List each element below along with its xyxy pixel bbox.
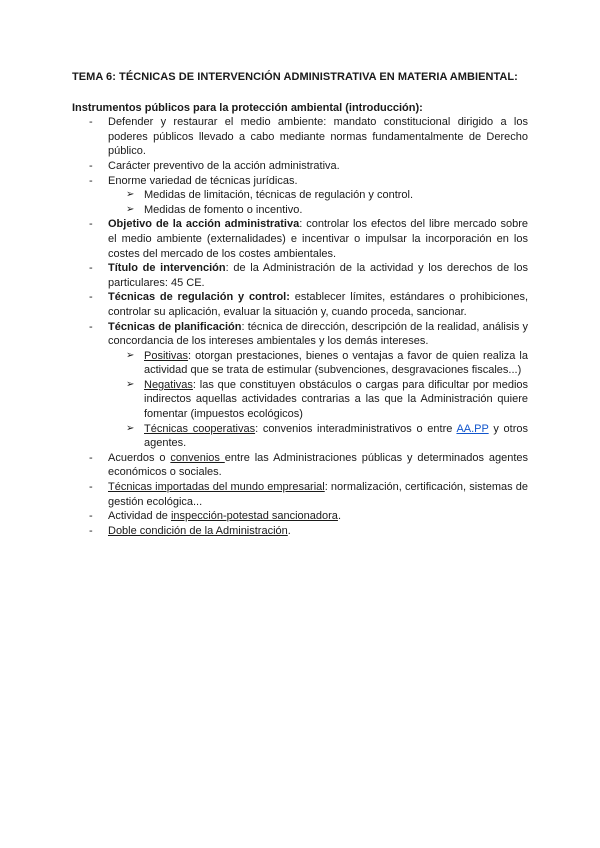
item-term: Técnicas de regulación y control: — [108, 291, 290, 304]
list-item — [72, 290, 528, 319]
list-item — [72, 174, 528, 218]
list-item — [72, 159, 528, 174]
list-item — [72, 261, 528, 290]
sub-list-item — [108, 378, 528, 422]
document-title: TEMA 6: TÉCNICAS DE INTERVENCIÓN ADMINISTRATIVA EN MATERIA AMBIENTAL: — [72, 71, 518, 83]
item-term: convenios — [170, 451, 225, 464]
list-item — [72, 320, 528, 451]
list-item — [72, 217, 528, 261]
item-text: Enorme variedad de técnicas jurídicas. — [108, 174, 298, 187]
sub-list-item — [108, 349, 528, 378]
list-item — [72, 451, 528, 480]
item-text: : controlar los efectos del libre mercado sobre el medio ambiente (externalidades) e incentivar o impulsar la incorporación en los costes del mercado de los costes ambientales. — [108, 218, 529, 260]
item-text: : otorgan prestaciones, bienes o ventajas a favor de quien realiza la actividad que se trata de estimular (subvenciones, desgravaciones fiscales...) — [144, 349, 528, 377]
item-term: Objetivo de la acción administrativa — [108, 218, 300, 231]
item-text: y otros agentes. — [144, 422, 528, 450]
item-text: Defender y restaurar el medio ambiente: mandato constitucional dirigido a los poderes públicos llevado a cabo mediante normas fundamentalmente de Derecho público. — [108, 116, 528, 158]
aapp-link[interactable]: AA.PP — [456, 422, 489, 435]
item-text: Carácter preventivo de la acción administrativa. — [108, 159, 340, 172]
item-text: establecer límites, estándares o prohibiciones, controlar su aplicación, evaluar la situación y, cuando proceda, sancionar. — [108, 291, 528, 318]
item-text: Medidas de limitación, técnicas de regulación y control. — [144, 189, 414, 202]
item-text: Acuerdos o — [108, 451, 171, 464]
item-term: Técnicas importadas del mundo empresarial — [108, 481, 325, 494]
sub-list — [108, 349, 528, 451]
item-term: Negativas — [144, 378, 193, 391]
document-page — [72, 70, 528, 538]
item-term: Doble condición de la Administración — [108, 524, 288, 537]
list-item — [72, 509, 528, 524]
item-term: Positivas — [144, 349, 189, 362]
item-term: Técnicas cooperativas — [144, 422, 256, 435]
main-list — [72, 115, 528, 538]
item-text: : de la Administración de la actividad y los derechos de los particulares: 45 CE. — [108, 262, 528, 289]
item-term: Técnicas de planificación — [108, 320, 242, 333]
item-text: . — [287, 524, 291, 537]
item-text: : normalización, certificación, sistemas de gestión ecológica... — [108, 481, 528, 508]
sub-list-item — [108, 188, 528, 203]
item-text: : técnica de dirección, descripción de la realidad, análisis y concordancia de los intereses ambientales y los demás intereses. — [108, 320, 528, 348]
sub-list-item — [108, 422, 528, 451]
item-text: Medidas de fomento o incentivo. — [144, 203, 303, 216]
list-item — [72, 480, 528, 509]
section-heading: Instrumentos públicos para la protección ambiental (introducción): — [72, 101, 423, 114]
item-text: entre las Administraciones públicas y determinados agentes económicos o sociales. — [108, 451, 529, 479]
sub-list — [108, 188, 528, 217]
list-item — [72, 524, 528, 539]
sub-list-item — [108, 203, 528, 218]
item-term: Título de intervención — [108, 262, 226, 275]
item-text: . — [337, 510, 341, 523]
item-text: : convenios interadministrativos o entre — [255, 422, 457, 435]
list-item — [72, 115, 528, 159]
item-text: : las que constituyen obstáculos o cargas para dificultar por medios indirectos aquellas actividades contrarias a las que la Administración quiere fomentar (impuestos ecológicos) — [144, 378, 528, 421]
item-term: inspección-potestad sancionadora — [170, 510, 338, 523]
item-text: Actividad de — [108, 510, 171, 523]
